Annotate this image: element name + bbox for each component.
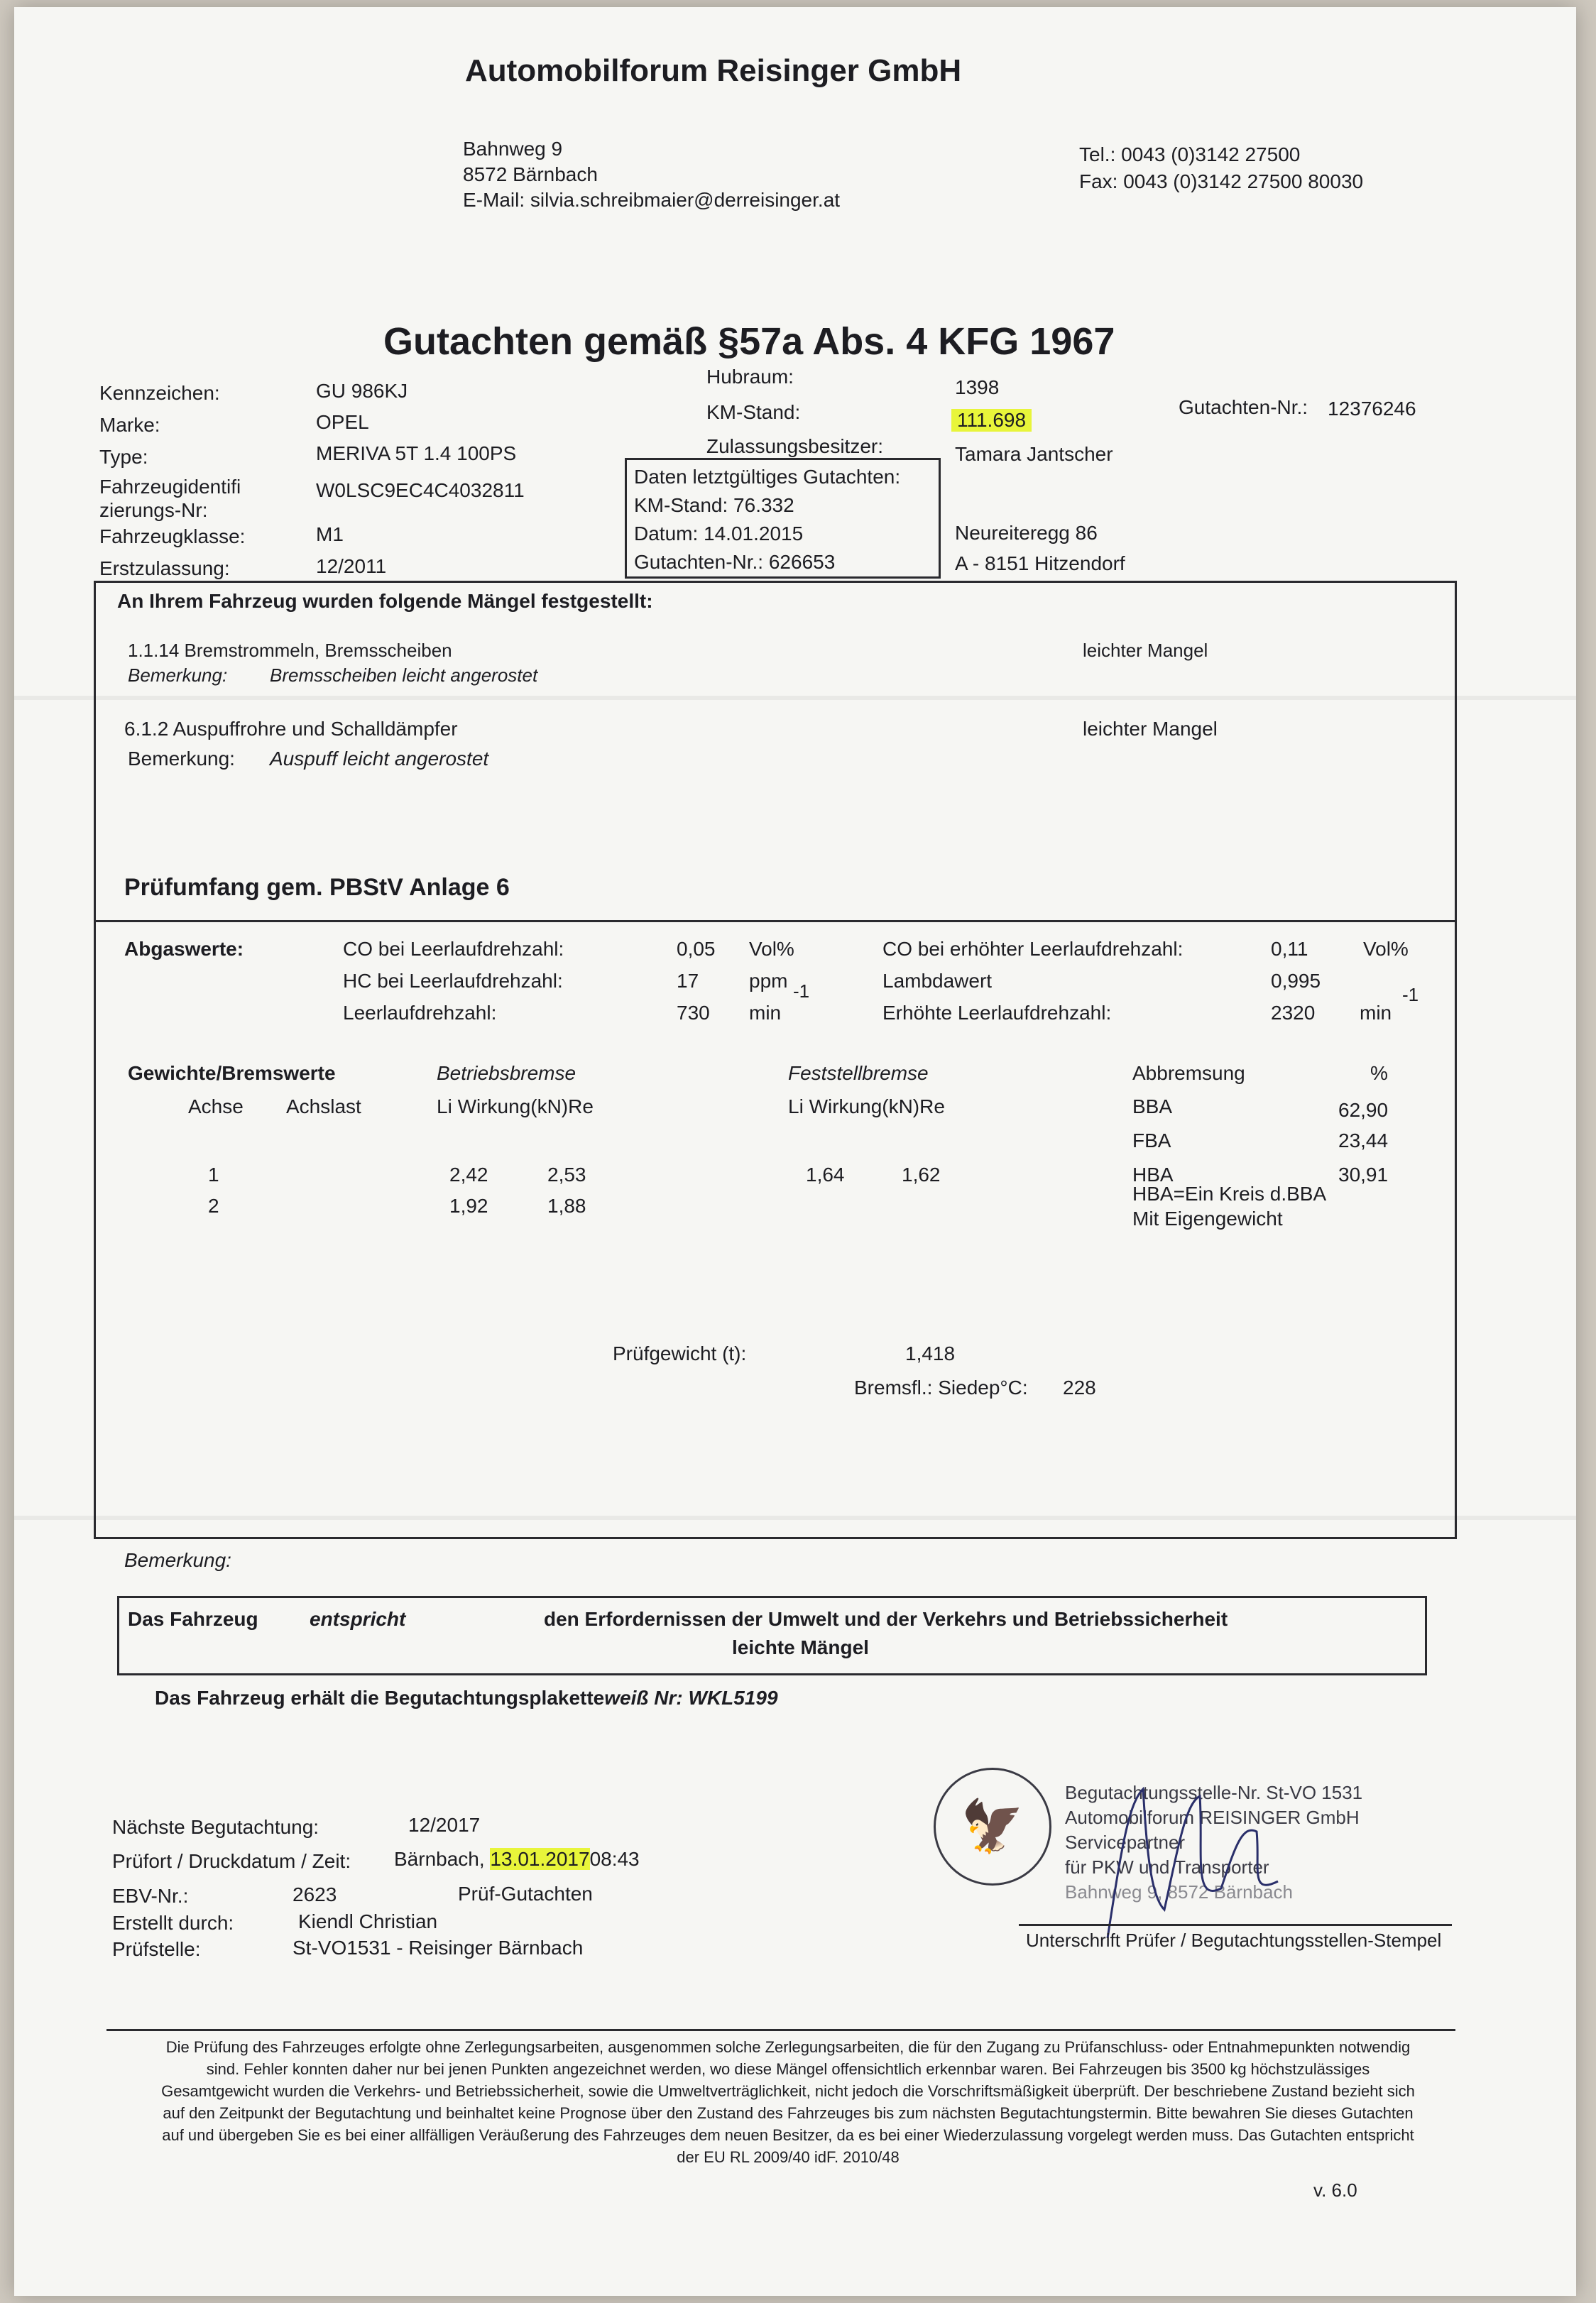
- kennzeichen-value: GU 986KJ: [316, 380, 408, 402]
- plakette-line: [155, 1687, 778, 1710]
- disclaimer: Die Prüfung des Fahrzeuges erfolgte ohne Zerlegungsarbeiten, ausgenommen solche Zerlegungsarbeiten, die für den Zugang zu Prüfanschluss- oder Entnahmepunkten notwendig sind. Fehler konnten daher nur bei jenen Punkten angezeichnet werden, wo diese Mängel offensichtlich erkennbar waren. Bei Fahrzeugen bis 3500 kg höchstzulässiges Gesamtgewicht wurden die Verkehrs- und Betriebssicherheit, sowie die Umweltverträglichkeit, nicht jedoch die Vorschriftsmäßigkeit überprüft. Der beschriebene Zustand bezieht sich auf den Zeitpunkt der Begutachtung und beinhaltet keine Prognose über den Zustand des Fahrzeuges bis zum nächsten Begutachtungstermin. Bitte bewahren Sie dieses Gutachten auf und übergeben Sie es bei einer allfälligen Veräußerung des Fahrzeuges dem neuen Besitzer, da es bei einer Wiederzulassung vorgelegt werden muss. Das Gutachten entspricht der EU RL 2009/40 idF. 2010/48: [161, 2038, 1415, 2166]
- pruefstelle-value: St-VO1531 - Reisinger Bärnbach: [293, 1937, 584, 1959]
- version: v. 6.0: [1313, 2179, 1357, 2201]
- result-sub: leichte Mängel: [732, 1636, 869, 1658]
- marke-label: Marke:: [99, 414, 160, 436]
- axle-2-betrieb-li: 1,92: [449, 1195, 488, 1217]
- section-divider: [96, 920, 1455, 922]
- axle-2-number: 2: [208, 1195, 219, 1217]
- axle-1-fest-re: 1,62: [902, 1164, 941, 1186]
- pruefort-value: [394, 1848, 640, 1871]
- eagle-icon: 🦅: [961, 1798, 1024, 1855]
- defect-2-severity: leichter Mangel: [1083, 718, 1218, 740]
- stamp-caption: Unterschrift Prüfer / Begutachtungsstellen-Stempel: [1026, 1930, 1442, 1951]
- hba-note-2: Mit Eigengewicht: [1132, 1208, 1283, 1230]
- ll-label: Leerlaufdrehzahl:: [343, 1002, 497, 1024]
- hba-label: HBA: [1132, 1164, 1174, 1186]
- fin-value: W0LSC9EC4C4032811: [316, 479, 525, 501]
- siedep-value: 228: [1063, 1377, 1096, 1399]
- betriebsbremse-heading: Betriebsbremse: [437, 1062, 576, 1084]
- marke-value: OPEL: [316, 411, 369, 433]
- plakette-nr: Nr: WKL5199: [654, 1687, 778, 1709]
- ebv-value: 2623: [293, 1883, 337, 1905]
- axle-1-betrieb-re: 2,53: [547, 1164, 586, 1186]
- brakes-heading: Gewichte/Bremswerte: [128, 1062, 336, 1084]
- defect-2-remark-label: Bemerkung:: [128, 748, 235, 770]
- co-hi-value: 0,11: [1271, 938, 1308, 960]
- defect-1-severity: leichter Mangel: [1083, 640, 1208, 661]
- fin-label: Fahrzeugidentifi: [99, 476, 241, 498]
- stamp-line-1: Begutachtungsstelle-Nr. St-VO 1531: [1065, 1782, 1363, 1803]
- besitzer-city: A - 8151 Hitzendorf: [955, 552, 1125, 574]
- gutachten-nr-value: 12376246: [1328, 398, 1416, 420]
- besitzer-value: Tamara Jantscher: [955, 443, 1113, 465]
- official-seal: [934, 1768, 1051, 1886]
- ebv-label: EBV-Nr.:: [112, 1885, 189, 1907]
- betrieb-wirkung-header: Li Wirkung(kN)Re: [437, 1095, 594, 1117]
- co-label: CO bei Leerlaufdrehzahl:: [343, 938, 564, 960]
- result-prefix: Das Fahrzeug: [128, 1608, 258, 1630]
- company-name: Automobilforum Reisinger GmbH: [465, 53, 962, 88]
- pruefstelle-label: Prüfstelle:: [112, 1938, 201, 1960]
- document-title: Gutachten gemäß §57a Abs. 4 KFG 1967: [383, 320, 1115, 363]
- company-street: Bahnweg 9: [463, 138, 563, 160]
- ebv-type: Prüf-Gutachten: [458, 1883, 593, 1905]
- co-hi-unit: Vol%: [1363, 938, 1409, 960]
- pruefort-label: Prüfort / Druckdatum / Zeit:: [112, 1850, 351, 1872]
- hba-note-1: HBA=Ein Kreis d.BBA: [1132, 1183, 1327, 1205]
- fest-wirkung-header: Li Wirkung(kN)Re: [788, 1095, 945, 1117]
- type-value: MERIVA 5T 1.4 100PS: [316, 442, 517, 464]
- fba-label: FBA: [1132, 1129, 1171, 1152]
- besitzer-street: Neureiteregg 86: [955, 522, 1098, 544]
- kennzeichen-label: Kennzeichen:: [99, 382, 220, 404]
- abgas-label: Abgaswerte:: [124, 938, 244, 960]
- type-label: Type:: [99, 446, 148, 468]
- fba-value: 23,44: [1338, 1129, 1389, 1152]
- erstzulassung-value: 12/2011: [316, 555, 387, 577]
- pruefgewicht-value: 1,418: [905, 1342, 956, 1364]
- previous-datum: Datum: 14.01.2015: [634, 523, 804, 545]
- previous-km: KM-Stand: 76.332: [634, 494, 794, 516]
- co-unit: Vol%: [749, 938, 794, 960]
- ll-hi-unit-exp: -1: [1402, 984, 1419, 1005]
- axle-1-number: 1: [208, 1164, 219, 1186]
- plakette-prefix: Das Fahrzeug erhält die Begutachtungsplakette: [155, 1687, 605, 1709]
- company-email: E-Mail: silvia.schreibmaier@derreisinger.at: [463, 189, 841, 211]
- axle-1-fest-li: 1,64: [806, 1164, 845, 1186]
- gutachten-nr-label: Gutachten-Nr.:: [1179, 396, 1308, 418]
- document-sheet: [14, 7, 1576, 2296]
- bemerkung-label: Bemerkung:: [124, 1549, 231, 1571]
- feststellbremse-heading: Feststellbremse: [788, 1062, 929, 1084]
- result-status: entspricht: [310, 1608, 406, 1630]
- plakette-color: weiß: [604, 1687, 649, 1709]
- axle-2-betrieb-re: 1,88: [547, 1195, 586, 1217]
- findings-box: [94, 581, 1457, 1539]
- defect-1-name: 1.1.14 Bremstrommeln, Bremsscheiben: [128, 640, 452, 661]
- fin-label-2: zierungs-Nr:: [99, 499, 208, 521]
- pruefgewicht-label: Prüfgewicht (t):: [613, 1342, 747, 1364]
- klasse-value: M1: [316, 523, 344, 545]
- siedep-label: Bremsfl.: Siedep°C:: [854, 1377, 1028, 1399]
- ll-unit-exp: -1: [793, 980, 810, 1002]
- previous-heading: Daten letztgültiges Gutachten:: [634, 466, 901, 488]
- stamp-line-3: Servicepartner: [1065, 1832, 1186, 1853]
- co-hi-label: CO bei erhöhter Leerlaufdrehzahl:: [882, 938, 1184, 960]
- abbremsung-percent: %: [1370, 1062, 1388, 1084]
- company-city: 8572 Bärnbach: [463, 163, 598, 185]
- defect-2-name: 6.1.2 Auspuffrohre und Schalldämpfer: [124, 718, 458, 740]
- ll-hi-label: Erhöhte Leerlaufdrehzahl:: [882, 1002, 1112, 1024]
- hc-unit: ppm: [749, 970, 788, 992]
- pruefort-city: Bärnbach,: [394, 1848, 485, 1870]
- previous-nr: Gutachten-Nr.: 626653: [634, 551, 836, 573]
- pruefumfang-heading: Prüfumfang gem. PBStV Anlage 6: [124, 874, 510, 901]
- achslast-header: Achslast: [286, 1095, 361, 1117]
- defect-1-remark: Bremsscheiben leicht angerostet: [270, 664, 538, 686]
- klasse-label: Fahrzeugklasse:: [99, 525, 246, 547]
- company-fax: Fax: 0043 (0)3142 27500 80030: [1079, 170, 1364, 192]
- ll-value: 730: [677, 1002, 710, 1024]
- besitzer-label: Zulassungsbesitzer:: [706, 435, 884, 457]
- pruefort-date: 13.01.2017: [490, 1848, 590, 1870]
- km-label: KM-Stand:: [706, 401, 801, 423]
- ll-hi-unit: min: [1360, 1002, 1392, 1024]
- bba-label: BBA: [1132, 1095, 1173, 1117]
- defects-heading: An Ihrem Fahrzeug wurden folgende Mängel festgestellt:: [117, 590, 653, 612]
- stamp-line-2: Automobilforum REISINGER GmbH: [1065, 1807, 1360, 1828]
- erstellt-value: Kiendl Christian: [298, 1910, 438, 1932]
- hubraum-label: Hubraum:: [706, 366, 794, 388]
- result-box: [117, 1596, 1427, 1675]
- hc-value: 17: [677, 970, 699, 992]
- defect-1-remark-label: Bemerkung:: [128, 664, 228, 686]
- company-tel: Tel.: 0043 (0)3142 27500: [1079, 143, 1301, 165]
- erstzulassung-label: Erstzulassung:: [99, 557, 230, 579]
- stamp-line-4: für PKW und Transporter: [1065, 1856, 1269, 1878]
- hc-label: HC bei Leerlaufdrehzahl:: [343, 970, 563, 992]
- lambda-label: Lambdawert: [882, 970, 993, 992]
- hba-value: 30,91: [1338, 1164, 1389, 1186]
- signature-line: [1019, 1924, 1452, 1926]
- lambda-value: 0,995: [1271, 970, 1321, 992]
- axle-1-betrieb-li: 2,42: [449, 1164, 488, 1186]
- previous-report-box: [625, 458, 941, 579]
- footer-rule: [106, 2029, 1455, 2031]
- result-text: den Erfordernissen der Umwelt und der Verkehrs und Betriebssicherheit: [544, 1608, 1228, 1630]
- achse-header: Achse: [188, 1095, 244, 1117]
- ll-hi-value: 2320: [1271, 1002, 1316, 1024]
- next-value: 12/2017: [408, 1814, 481, 1836]
- ll-unit: min: [749, 1002, 782, 1024]
- defect-2-remark: Auspuff leicht angerostet: [270, 748, 489, 770]
- bba-value: 62,90: [1338, 1099, 1389, 1121]
- hubraum-value: 1398: [955, 376, 1000, 398]
- co-value: 0,05: [677, 938, 716, 960]
- next-label: Nächste Begutachtung:: [112, 1816, 319, 1838]
- km-value: 111.698: [951, 409, 1032, 432]
- stamp-line-5: Bahnweg 9, 8572 Bärnbach: [1065, 1881, 1293, 1903]
- pruefort-time: 08:43: [589, 1848, 640, 1870]
- erstellt-label: Erstellt durch:: [112, 1912, 234, 1934]
- abbremsung-heading: Abbremsung: [1132, 1062, 1245, 1084]
